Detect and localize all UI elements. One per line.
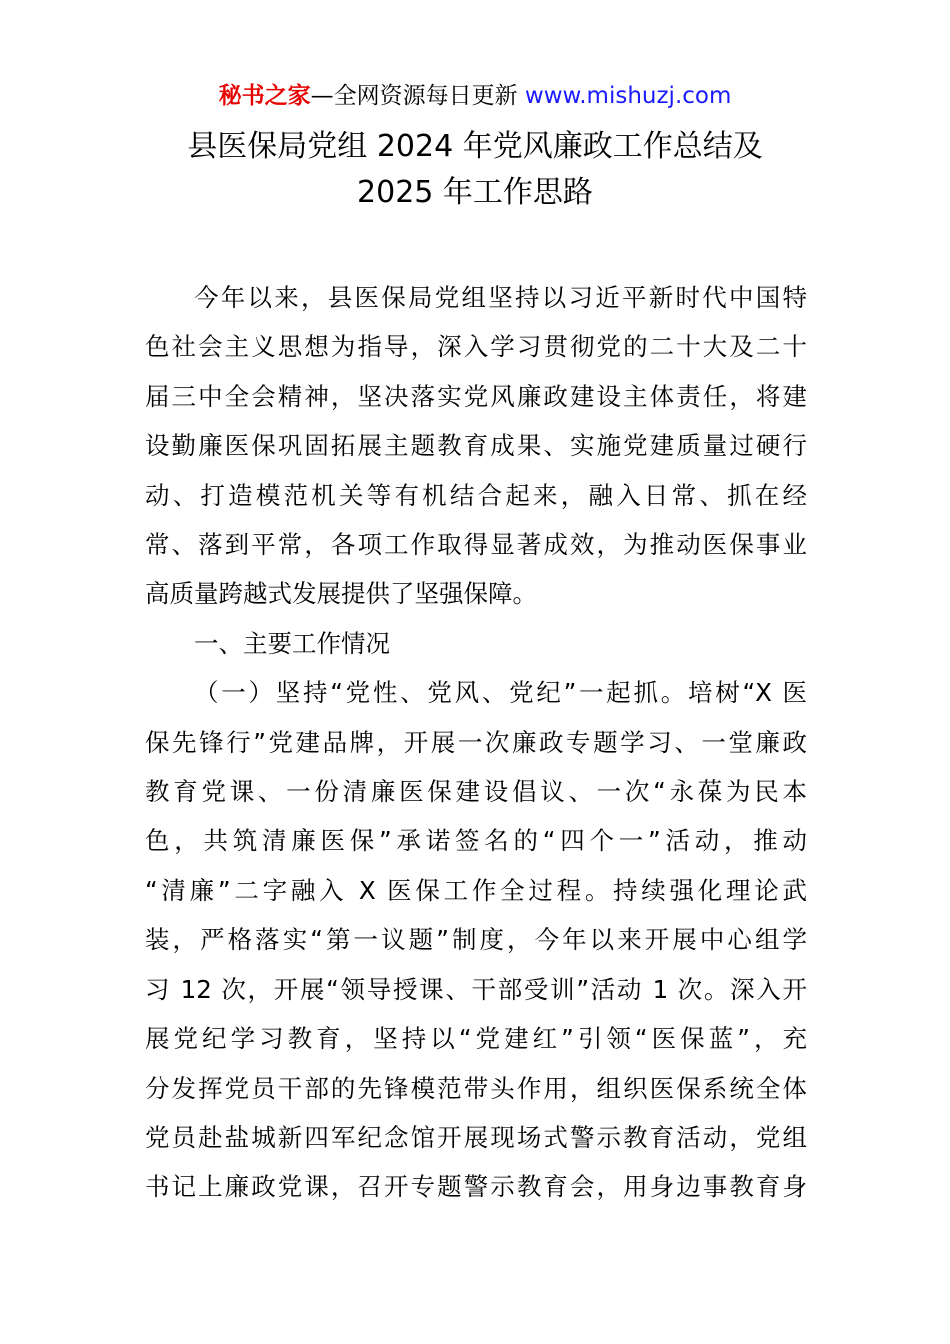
subsection-line: 教育党课、一份清廉医保建设倡议、一次“永葆为民本: [145, 777, 807, 807]
subsection-line: 习 12 次，开展“领导授课、干部受训”活动 1 次。深入开: [145, 974, 807, 1004]
subsection-line: 色，共筑清廉医保”承诺签名的“四个一”活动，推动: [145, 826, 807, 856]
intro-line: 届三中全会精神，坚决落实党风廉政建设主体责任，将建: [145, 381, 807, 411]
section-heading: 一、主要工作情况: [194, 628, 390, 658]
subsection-line: 装，严格落实“第一议题”制度，今年以来开展中心组学: [145, 925, 807, 955]
intro-line: 动、打造模范机关等有机结合起来，融入日常、抓在经: [145, 480, 807, 510]
intro-line: 今年以来，县医保局党组坚持以习近平新时代中国特: [194, 283, 807, 312]
document-body: [145, 273, 807, 1212]
title-line-1: 县医保局党组 2024 年党风廉政工作总结及: [187, 129, 763, 164]
intro-line: 常、落到平常，各项工作取得显著成效，为推动医保事业: [145, 530, 807, 560]
subsection-paragraph: [145, 668, 807, 1211]
intro-line: 设勤廉医保巩固拓展主题教育成果、实施党建质量过硬行: [145, 431, 807, 461]
subsection-line: 书记上廉政党课，召开专题警示教育会，用身边事教育身: [145, 1172, 807, 1202]
site-url-link[interactable]: www.mishuzj.com: [524, 83, 732, 109]
subsection-line: （一）坚持“党性、党风、党纪”一起抓。培树“X 医: [194, 678, 807, 708]
site-header: [0, 80, 950, 112]
subsection-line: 保先锋行”党建品牌，开展一次廉政专题学习、一堂廉政: [145, 727, 807, 757]
site-slogan: —全网资源每日更新: [310, 83, 525, 109]
title-line-2: 2025 年工作思路: [357, 175, 593, 210]
brand-name: 秘书之家: [218, 83, 311, 109]
subsection-line: 展党纪学习教育，坚持以“党建红”引领“医保蓝”，充: [145, 1024, 807, 1054]
subsection-line: 党员赴盐城新四军纪念馆开展现场式警示教育活动，党组: [145, 1122, 807, 1152]
intro-paragraph: [145, 273, 807, 619]
intro-line: 色社会主义思想为指导，深入学习贯彻党的二十大及二十: [145, 332, 807, 362]
subsection-line: 分发挥党员干部的先锋模范带头作用，组织医保系统全体: [145, 1073, 807, 1103]
intro-line: 高质量跨越式发展提供了坚强保障。: [145, 579, 537, 609]
document-title: [0, 124, 950, 216]
subsection-line: “清廉”二字融入 X 医保工作全过程。持续强化理论武: [145, 875, 807, 905]
